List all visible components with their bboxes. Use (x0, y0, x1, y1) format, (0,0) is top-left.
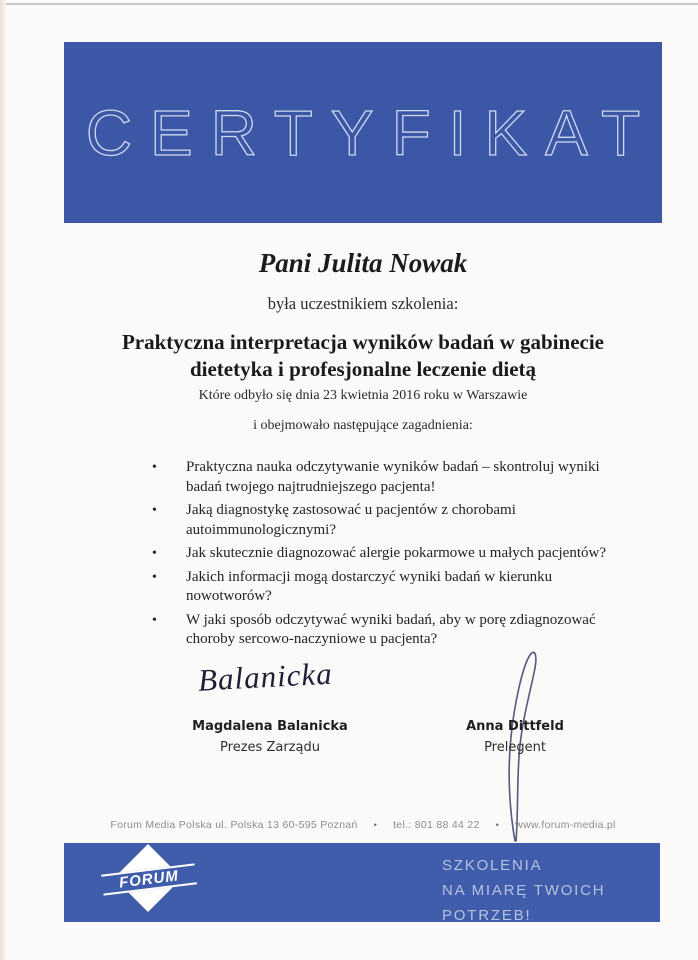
signatory-role-left: Prezes Zarządu (220, 740, 320, 755)
topics-intro: i obejmowało następujące zagadnienia: (253, 418, 473, 433)
handwritten-signature-balanicka: Balanicka (197, 655, 334, 698)
recipient-name: Pani Julita Nowak (258, 248, 468, 278)
signatory-role-right: Prelegent (484, 740, 546, 755)
signatory-name-left: Magdalena Balanicka (192, 719, 348, 734)
topic-item: • Jakich informacji mogą dostarczyć wyniki badań w kierunku nowotworów? (150, 568, 632, 607)
topic-item: • Praktyczna nauka odczytywanie wyników badań – skontroluj wyniki badań twojego najtrudniejszego pacjenta! (150, 458, 632, 497)
participation-statement: była uczestnikiem szkolenia: (267, 294, 459, 313)
certificate-title: CERTYFIKAT (85, 96, 659, 169)
forum-logo-text: FORUM (118, 867, 180, 892)
certificate-footer-banner (64, 843, 660, 922)
topic-item: • Jak skutecznie diagnozować alergie pokarmowe u małych pacjentów? (150, 544, 632, 564)
slogan-line: NA MIARĘ TWOICH (442, 882, 606, 899)
issuer-phone: tel.: 801 88 44 22 (393, 819, 480, 831)
topic-item: • Jaką diagnostykę zastosować u pacjentów z chorobami autoimmunologicznymi? (150, 501, 632, 540)
signatory-name-right: Anna Dittfeld (466, 719, 564, 734)
slogan-line: POTRZEB! (442, 907, 532, 924)
separator-dot: • (495, 820, 500, 830)
course-title: Praktyczna interpretacja wyników badań w gabinecie dietetyka i profesjonalne leczenie dietą (121, 330, 604, 381)
course-date-location: Które odbyło się dnia 23 kwietnia 2016 roku w Warszawie (198, 388, 528, 403)
topics-list (150, 458, 632, 654)
issuer-address: Forum Media Polska ul. Polska 13 60-595 Poznań (110, 819, 358, 831)
topic-item: • W jaki sposób odczytywać wyniki badań, aby w porę zdiagnozować choroby sercowo-naczyniowe u pacjenta? (150, 611, 632, 650)
scan-edge-left (0, 0, 7, 960)
forum-logo (84, 843, 224, 922)
slogan-line: SZKOLENIA (442, 857, 543, 874)
certificate-header-banner (64, 42, 662, 223)
issuer-website: www.forum-media.pl (515, 819, 616, 831)
slogan-text (442, 853, 605, 928)
scan-edge-top (0, 3, 698, 5)
separator-dot: • (373, 820, 378, 830)
issuer-contact-line (64, 819, 662, 831)
